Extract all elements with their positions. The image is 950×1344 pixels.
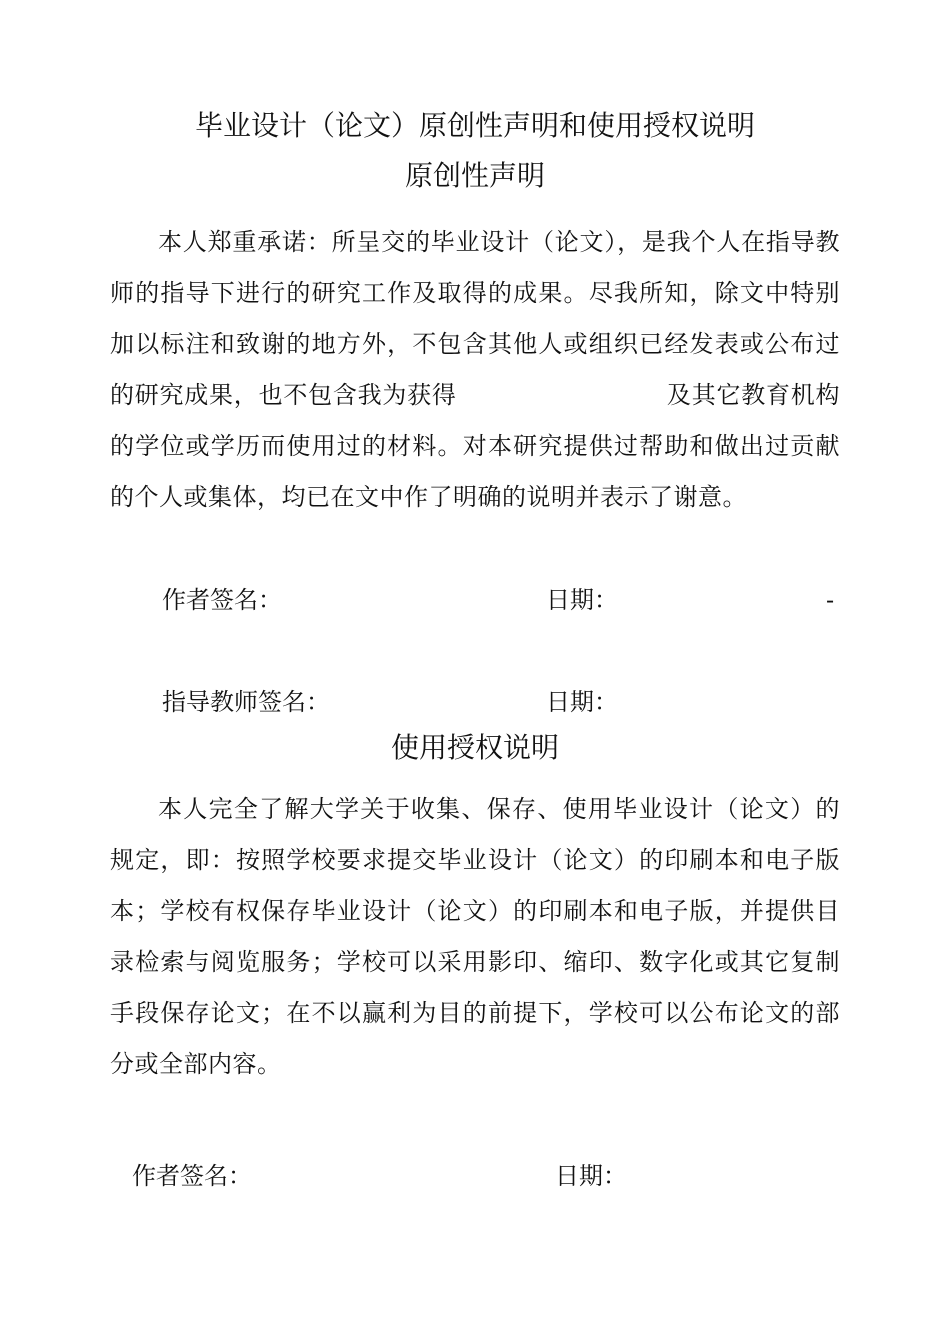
- authorization-date-label: 日期：: [555, 1162, 627, 1190]
- author-date-label: 日期：: [546, 586, 618, 614]
- author-signature-label: 作者签名：: [162, 586, 282, 614]
- date-dash: -: [826, 586, 835, 614]
- advisor-date-label: 日期：: [546, 688, 618, 716]
- authorization-statement: 本人完全了解大学关于收集、保存、使用毕业设计（论文）的规定，即：按照学校要求提交毕业设计（论文）的印刷本和电子版本；学校有权保存毕业设计（论文）的印刷本和电子版，并提供目录检索与阅览服务；学校可以采用影印、缩印、数字化或其它复制手段保存论文；在不以赢利为目的前提下，学校可以公布论文的部分或全部内容。: [110, 795, 840, 1078]
- originality-statement: [110, 217, 840, 523]
- document-title: 毕业设计（论文）原创性声明和使用授权说明: [194, 109, 755, 142]
- originality-heading: 原创性声明: [404, 159, 545, 192]
- authorization-signature-label: 作者签名：: [132, 1162, 252, 1190]
- advisor-signature-label: 指导教师签名：: [162, 688, 330, 716]
- authorization-heading: 使用授权说明: [390, 731, 559, 764]
- originality-text-part-1: 本人郑重承诺：所呈交的毕业设计（论文），是我个人在指导教师的指导下进行的研究工作及取得的成果。尽我所知，除文中特别加以标注和致谢的地方外，不包含其他人或组织已经发表或公布过的研究成果，也不包含我为获得: [110, 228, 840, 409]
- originality-text-part-2: 及其它教育机构的学位或学历而使用过的材料。对本研究提供过帮助和做出过贡献的个人或集体，均已在文中作了明确的说明并表示了谢意。: [110, 381, 841, 511]
